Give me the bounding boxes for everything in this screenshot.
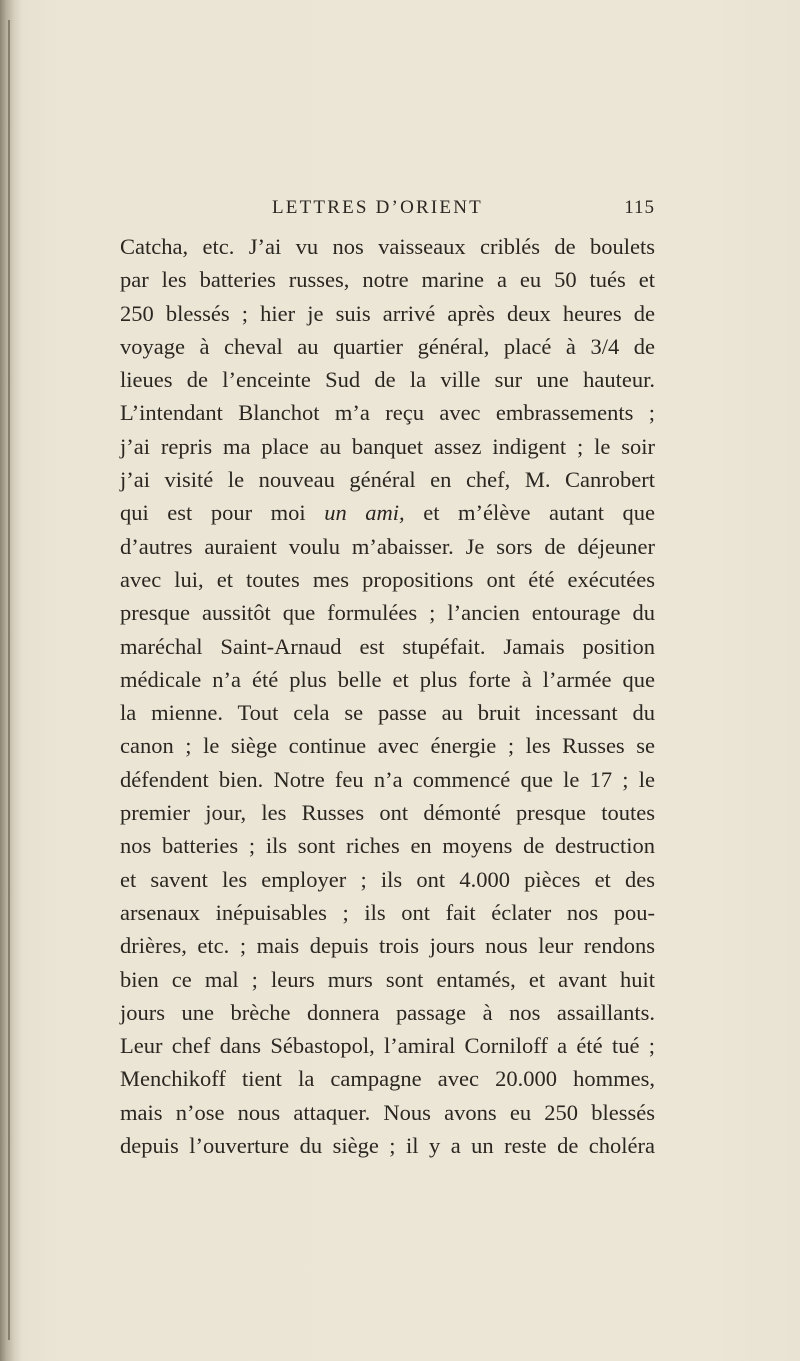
text-line: Catcha, etc. J’ai vu nos vaisseaux criblés de boulets bbox=[120, 234, 655, 259]
text-line: lieues de l’enceinte Sud de la ville sur une hauteur. bbox=[120, 367, 655, 393]
page-binding-shadow bbox=[0, 0, 22, 1361]
running-title: LETTRES D’ORIENT bbox=[272, 197, 483, 218]
page-header bbox=[120, 194, 655, 222]
text-line: la mienne. Tout cela se passe au bruit incessant du bbox=[120, 700, 655, 726]
text-line: avec lui, et toutes mes propositions ont été exécutées bbox=[120, 566, 655, 592]
text-segment: qui est pour moi bbox=[120, 500, 306, 526]
text-line: nos batteries ; ils sont riches en moyens de destruction bbox=[120, 833, 655, 859]
text-line: par les batteries russes, notre marine a eu 50 tués et bbox=[120, 267, 655, 293]
text-line: arsenaux inépuisables ; ils ont fait éclater nos pou- bbox=[120, 899, 655, 925]
text-line: défendent bien. Notre feu n’a commencé que le 17 ; le bbox=[120, 766, 655, 792]
text-line: Menchikoff tient la campagne avec 20.000 hommes, bbox=[120, 1066, 655, 1092]
text-line: j’ai visité le nouveau général en chef, M. Canrobert bbox=[120, 467, 655, 493]
text-line: médicale n’a été plus belle et plus forte à l’armée que bbox=[120, 666, 655, 692]
page-number: 115 bbox=[624, 197, 655, 218]
text-line: presque aussitôt que formulées ; l’ancien entourage du bbox=[120, 600, 655, 626]
text-line: 250 blessés ; hier je suis arrivé après deux heures de bbox=[120, 300, 655, 326]
text-line: voyage à cheval au quartier général, placé à 3/4 de bbox=[120, 333, 655, 359]
text-line: maréchal Saint-Arnaud est stupéfait. Jamais position bbox=[120, 633, 655, 659]
text-line: d’autres auraient voulu m’abaisser. Je sors de déjeuner bbox=[120, 533, 655, 559]
text-line: et savent les employer ; ils ont 4.000 pièces et des bbox=[120, 866, 655, 892]
text-line: drières, etc. ; mais depuis trois jours nous leur rendons bbox=[120, 933, 655, 959]
text-line-with-emphasis bbox=[120, 496, 655, 529]
page-binding-edge bbox=[8, 20, 10, 1340]
text-line: bien ce mal ; leurs murs sont entamés, et avant huit bbox=[120, 966, 655, 992]
text-line: canon ; le siège continue avec énergie ; les Russes se bbox=[120, 733, 655, 759]
text-segment: et m’élève autant que bbox=[423, 500, 656, 526]
text-line: Leur chef dans Sébastopol, l’amiral Corniloff a été tué ; bbox=[120, 1033, 655, 1059]
text-line: depuis l’ouverture du siège ; il y a un reste de choléra bbox=[120, 1133, 655, 1159]
text-line: mais n’ose nous attaquer. Nous avons eu 250 blessés bbox=[120, 1099, 655, 1125]
emphasized-text: un ami, bbox=[324, 500, 405, 526]
body-text bbox=[120, 230, 655, 1162]
text-line: L’intendant Blanchot m’a reçu avec embrassements ; bbox=[120, 400, 655, 426]
text-line: j’ai repris ma place au banquet assez indigent ; le soir bbox=[120, 433, 655, 459]
text-line: jours une brèche donnera passage à nos assaillants. bbox=[120, 999, 655, 1025]
text-line: premier jour, les Russes ont démonté presque toutes bbox=[120, 800, 655, 826]
